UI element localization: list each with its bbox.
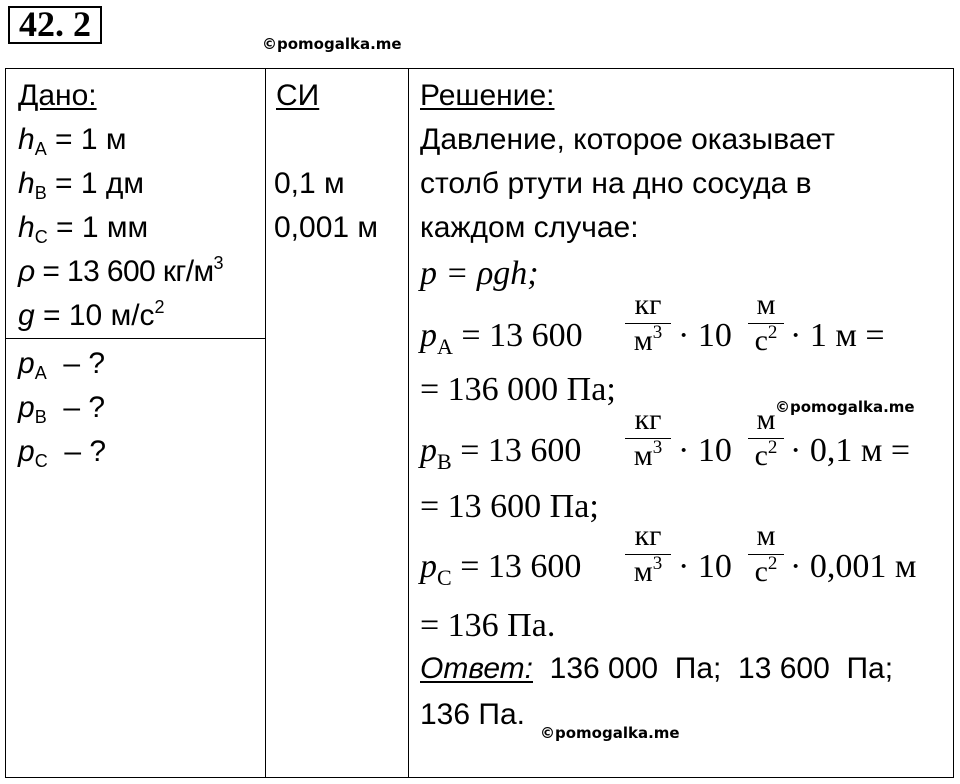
fraction-m-per-s2: м $с^2$ [748, 290, 784, 360]
si-h-c: 0,001 м [274, 211, 379, 244]
find-p-a: $p_A$ – ? [18, 347, 106, 383]
calc-c-tail: · 0,001 м [790, 548, 917, 585]
calc-a-result: = 136 000 Па; [420, 371, 616, 408]
calc-b-mid: · 10 [678, 432, 741, 469]
calc-b-lead: $p_B = 13$ 600 [420, 432, 590, 474]
watermark: ©pomogalka.me [775, 398, 915, 416]
problem-number: 42. 2 [8, 6, 102, 44]
solution-text-line-2: столб ртути на дно сосуда в [420, 167, 812, 200]
calc-c-mid: · 10 [678, 548, 741, 585]
fraction-m-per-s2: м $с^2$ [748, 405, 784, 475]
si-header: СИ [276, 79, 320, 112]
given-h-b: $h_B = 1$ дм [18, 167, 145, 203]
watermark: ©pomogalka.me [540, 724, 680, 742]
watermark: ©pomogalka.me [262, 35, 402, 53]
calc-a-lead: $p_A = 13$ 600 [420, 317, 592, 359]
solution-header: Решение: [420, 79, 555, 112]
answer-line-2: 136 Па. [420, 698, 525, 731]
given-h-c: $h_C = 1$ мм [18, 211, 149, 247]
calc-c-lead: $p_C = 13$ 600 [420, 548, 590, 590]
column-divider-given-si [265, 68, 266, 778]
solution-text-line-3: каждом случае: [420, 211, 639, 244]
column-divider-si-solution [408, 68, 409, 778]
find-p-b: $p_B$ – ? [18, 391, 106, 427]
given-g: g = 10 $м/с^2$ [18, 297, 165, 332]
calc-b-tail: · 0,1 м = [790, 432, 911, 469]
formula-pressure: p = ρgh; [420, 255, 539, 292]
given-rho: ρ = 13 600 $кг/м^3$ [18, 253, 223, 288]
calc-c-result: = 136 Па. [420, 607, 556, 644]
fraction-kg-per-m3: кг $м^3$ [625, 521, 671, 591]
fraction-m-per-s2: м $с^2$ [748, 521, 784, 591]
solution-text-line-1: Давление, которое оказывает [420, 123, 835, 156]
si-h-b: 0,1 м [274, 167, 345, 200]
fraction-kg-per-m3: кг $м^3$ [625, 290, 671, 360]
given-h-a: $h_A = 1$ м [18, 123, 127, 159]
find-p-c: $p_C$ – ? [18, 435, 107, 471]
answer-line-1: Ответ: 136 000 Па; 13 600 Па; [420, 652, 894, 685]
given-find-divider [5, 338, 266, 339]
calc-a-tail: · 1 м = [790, 317, 885, 354]
calc-a-mid: · 10 [678, 317, 741, 354]
given-header: Дано: [18, 79, 97, 112]
calc-b-result: = 13 600 Па; [420, 488, 599, 525]
fraction-kg-per-m3: кг $м^3$ [625, 405, 671, 475]
